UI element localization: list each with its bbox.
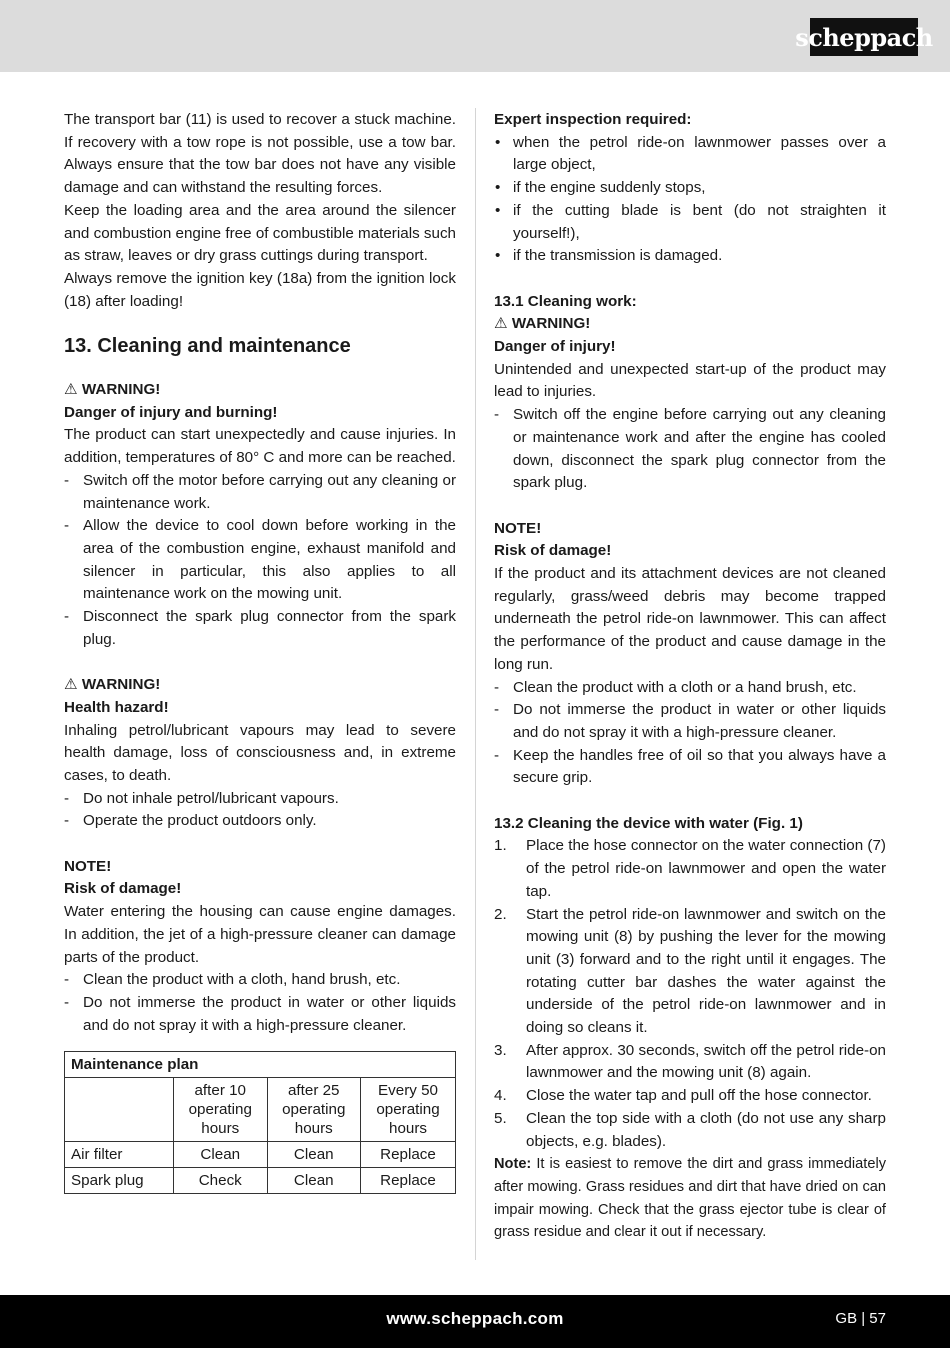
warning-heading bbox=[64, 674, 456, 697]
list-item: - Clean the product with a cloth or a hand brush, etc. bbox=[494, 678, 857, 696]
note-subtitle: Risk of damage! bbox=[64, 880, 182, 898]
table-cell: Clean bbox=[174, 1142, 268, 1168]
warning-subtitle: Health hazard! bbox=[64, 698, 169, 716]
note-label: NOTE! bbox=[64, 857, 112, 875]
table-header-cell bbox=[65, 1078, 174, 1142]
list-item: - Allow the device to cool down before working in the area of the combustion engine, exhaust manifold and silencer in particular, this also applies to all maintenance work on the mowing unit. bbox=[64, 517, 456, 603]
maintenance-plan-table bbox=[64, 1051, 456, 1194]
warning-label: WARNING! bbox=[81, 381, 161, 399]
list-item: - Do not inhale petrol/lubricant vapours. bbox=[64, 789, 339, 807]
warning-triangle-icon: ⚠ bbox=[64, 676, 78, 694]
list-item: - Disconnect the spark plug connector from the spark plug. bbox=[64, 608, 456, 648]
note-text: If the product and its attachment devices are not cleaned regularly, grass/weed debris may become trapped underneath the petrol ride-on lawnmower. This can affect the performance of the product and cause damage in the long run. bbox=[494, 565, 886, 673]
list-item: - Do not immerse the product in water or other liquids and do not spray it with a high-pressure cleaner. bbox=[64, 993, 456, 1034]
page-number: GB | 57 bbox=[835, 1310, 886, 1327]
website-link[interactable]: www.scheppach.com bbox=[386, 1309, 564, 1328]
table-cell: Air filter bbox=[65, 1142, 174, 1168]
table-row bbox=[65, 1168, 456, 1194]
numbered-step: 1. Place the hose connector on the water connection (7) of the petrol ride-on lawnmower and open the water tap. bbox=[494, 837, 886, 900]
numbered-step: 4. Close the water tap and pull off the hose connector. bbox=[494, 1087, 872, 1105]
table-header-cell: after 25 operating hours bbox=[267, 1078, 361, 1142]
warning-triangle-icon: ⚠ bbox=[494, 315, 508, 333]
subsection-title: 13.2 Cleaning the device with water (Fig. 1) bbox=[494, 814, 803, 832]
table-cell: Check bbox=[174, 1168, 268, 1194]
numbered-step: 3. After approx. 30 seconds, switch off the petrol ride-on lawnmower and the mowing unit (8) again. bbox=[494, 1041, 886, 1082]
table-cell: Replace bbox=[361, 1142, 456, 1168]
numbered-step: 2. Start the petrol ride-on lawnmower and switch on the mowing unit (8) by pushing the lever for the mowing unit (3) forward and to the right until it engages. The rotating cutter bar dashes the water against the underside of the petrol ride-on lawnmower and in doing so cleans it. bbox=[494, 905, 886, 1037]
table-cell: Spark plug bbox=[65, 1168, 174, 1194]
warning-heading bbox=[494, 313, 886, 336]
list-item: - Switch off the engine before carrying out any cleaning or maintenance work and after the engine has cooled down, disconnect the spark plug connector from the spark plug. bbox=[494, 406, 886, 492]
section-title: 13. Cleaning and maintenance bbox=[64, 335, 351, 358]
expert-title: Expert inspection required: bbox=[494, 111, 692, 128]
left-column bbox=[64, 109, 456, 1194]
table-header-row bbox=[65, 1078, 456, 1142]
table-row bbox=[65, 1142, 456, 1168]
note-label: NOTE! bbox=[494, 519, 542, 537]
warning-subtitle: Danger of injury! bbox=[494, 338, 616, 356]
warning-subtitle: Danger of injury and burning! bbox=[64, 403, 278, 421]
warning-text: Inhaling petrol/lubricant vapours may lead to severe health damage, loss of consciousness and, in extreme cases, to death. bbox=[64, 721, 456, 784]
bullet-item: • when the petrol ride-on lawnmower passes over a large object, bbox=[495, 133, 886, 174]
table-cell: Clean bbox=[267, 1142, 361, 1168]
list-item: - Keep the handles free of oil so that you always have a secure grip. bbox=[494, 746, 886, 787]
table-header-cell: Every 50 operating hours bbox=[361, 1078, 456, 1142]
table-cell: Clean bbox=[267, 1168, 361, 1194]
warning-triangle-icon: ⚠ bbox=[64, 381, 78, 399]
intro-paragraph: Keep the loading area and the area around the silencer and combustion engine free of combustible materials such as straw, leaves or dry grass cuttings during transport. bbox=[64, 201, 456, 265]
closing-note bbox=[494, 1153, 886, 1244]
bullet-item: • if the engine suddenly stops, bbox=[495, 179, 706, 197]
bullet-item: • if the transmission is damaged. bbox=[495, 247, 723, 265]
warning-heading bbox=[64, 379, 456, 402]
column-divider bbox=[475, 108, 476, 1260]
table-title: Maintenance plan bbox=[65, 1052, 456, 1078]
note-text: It is easiest to remove the dirt and grass immediately after mowing. Grass residues and dirt that have dried on can impair mowing. Check that the grass ejector tube is clear of grass residue and clear it out if necessary. bbox=[494, 1156, 886, 1241]
warning-text: The product can start unexpectedly and cause injuries. In addition, temperatures of 80° C and more can be reached. bbox=[64, 426, 456, 467]
list-item: - Operate the product outdoors only. bbox=[64, 812, 317, 830]
table-header-cell: after 10 operating hours bbox=[174, 1078, 268, 1142]
footer-bar bbox=[0, 1295, 950, 1348]
numbered-step: 5. Clean the top side with a cloth (do not use any sharp objects, e.g. blades). bbox=[494, 1109, 886, 1150]
right-column bbox=[494, 109, 886, 1244]
warning-label: WARNING! bbox=[511, 315, 591, 333]
brand-logo: scheppach bbox=[810, 18, 918, 56]
subsection-title: 13.1 Cleaning work: bbox=[494, 292, 637, 310]
table-cell: Replace bbox=[361, 1168, 456, 1194]
list-item: - Switch off the motor before carrying out any cleaning or maintenance work. bbox=[64, 471, 456, 512]
header-bar bbox=[0, 0, 950, 72]
note-subtitle: Risk of damage! bbox=[494, 542, 612, 560]
intro-paragraph: Always remove the ignition key (18a) from the ignition lock (18) after loading! bbox=[64, 269, 456, 310]
bullet-item: • if the cutting blade is bent (do not straighten it yourself!), bbox=[495, 201, 886, 242]
list-item: - Clean the product with a cloth, hand brush, etc. bbox=[64, 971, 401, 989]
note-text: Water entering the housing can cause engine damages. In addition, the jet of a high-pressure cleaner can damage parts of the product. bbox=[64, 903, 456, 966]
list-item: - Do not immerse the product in water or other liquids and do not spray it with a high-pressure cleaner. bbox=[494, 701, 886, 741]
intro-paragraph: The transport bar (11) is used to recover a stuck machine. If recovery with a tow rope is not possible, use a tow bar. Always ensure that the tow bar does not have any visible damage and can withstand the resulting forces. bbox=[64, 111, 456, 197]
warning-text: Unintended and unexpected start-up of the product may lead to injuries. bbox=[494, 360, 886, 401]
warning-label: WARNING! bbox=[81, 676, 161, 694]
note-label: Note: bbox=[494, 1156, 532, 1173]
